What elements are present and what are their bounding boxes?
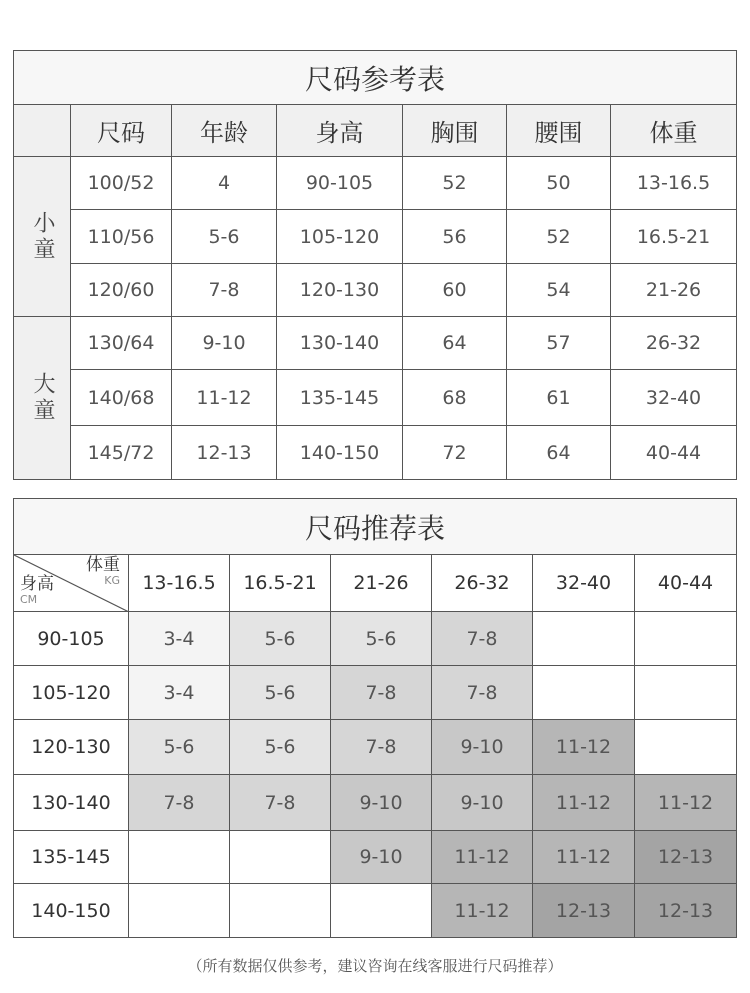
reference-cell: 140/68 — [71, 370, 172, 426]
recommend-row — [14, 666, 737, 720]
recommended-size-cell: 3-4 — [129, 612, 230, 666]
recommended-size-cell: 7-8 — [432, 612, 533, 666]
reference-header-height: 身高 — [277, 105, 403, 157]
reference-cell: 90-105 — [277, 157, 403, 210]
reference-cell: 130/64 — [71, 317, 172, 370]
recommended-size-cell: 7-8 — [230, 775, 331, 831]
corner-weight-label: 体重 KG — [86, 555, 120, 587]
recommended-size-cell — [635, 720, 737, 775]
reference-cell: 11-12 — [172, 370, 277, 426]
size-reference-table — [13, 50, 737, 480]
recommended-size-cell: 5-6 — [230, 612, 331, 666]
reference-cell: 50 — [507, 157, 611, 210]
reference-cell: 64 — [403, 317, 507, 370]
recommended-size-cell: 9-10 — [432, 720, 533, 775]
reference-cell: 52 — [507, 210, 611, 264]
recommended-size-cell: 11-12 — [432, 884, 533, 938]
reference-cell: 110/56 — [71, 210, 172, 264]
reference-header-chest: 胸围 — [403, 105, 507, 157]
height-range-label: 140-150 — [14, 884, 129, 938]
reference-row — [14, 317, 737, 370]
reference-cell: 52 — [403, 157, 507, 210]
recommended-size-cell: 7-8 — [331, 720, 432, 775]
recommended-size-cell: 7-8 — [331, 666, 432, 720]
weight-header: 32-40 — [533, 555, 635, 612]
recommended-size-cell: 11-12 — [533, 831, 635, 884]
reference-cell: 56 — [403, 210, 507, 264]
recommended-size-cell: 12-13 — [635, 831, 737, 884]
reference-cell: 4 — [172, 157, 277, 210]
corner-height-label: 身高 CM — [20, 574, 54, 606]
height-range-label: 130-140 — [14, 775, 129, 831]
recommended-size-cell — [533, 666, 635, 720]
recommend-corner-cell — [14, 555, 129, 612]
reference-group-label: 小童 — [14, 157, 71, 317]
reference-cell: 21-26 — [611, 264, 737, 317]
reference-header-blank — [14, 105, 71, 157]
recommend-row — [14, 831, 737, 884]
height-range-label: 120-130 — [14, 720, 129, 775]
footnote: （所有数据仅供参考，建议咨询在线客服进行尺码推荐） — [187, 957, 563, 975]
reference-header-age: 年龄 — [172, 105, 277, 157]
recommended-size-cell: 7-8 — [432, 666, 533, 720]
recommended-size-cell: 9-10 — [331, 831, 432, 884]
recommended-size-cell: 9-10 — [331, 775, 432, 831]
recommended-size-cell: 5-6 — [129, 720, 230, 775]
recommended-size-cell — [230, 831, 331, 884]
recommended-size-cell — [129, 831, 230, 884]
reference-cell: 105-120 — [277, 210, 403, 264]
recommended-size-cell: 11-12 — [533, 775, 635, 831]
recommended-size-cell: 5-6 — [230, 666, 331, 720]
weight-header: 21-26 — [331, 555, 432, 612]
reference-cell: 12-13 — [172, 426, 277, 480]
reference-group-label: 大童 — [14, 317, 71, 480]
recommended-size-cell — [533, 612, 635, 666]
reference-row — [14, 370, 737, 426]
recommended-size-cell — [129, 884, 230, 938]
recommended-size-cell — [230, 884, 331, 938]
reference-cell: 72 — [403, 426, 507, 480]
recommended-size-cell: 12-13 — [635, 884, 737, 938]
recommended-size-cell: 5-6 — [331, 612, 432, 666]
reference-cell: 145/72 — [71, 426, 172, 480]
reference-cell: 130-140 — [277, 317, 403, 370]
reference-cell: 57 — [507, 317, 611, 370]
recommended-size-cell — [635, 612, 737, 666]
reference-row — [14, 426, 737, 480]
reference-cell: 140-150 — [277, 426, 403, 480]
recommend-table-title: 尺码推荐表 — [14, 499, 737, 555]
reference-cell: 135-145 — [277, 370, 403, 426]
height-range-label: 105-120 — [14, 666, 129, 720]
recommended-size-cell — [635, 666, 737, 720]
recommended-size-cell: 7-8 — [129, 775, 230, 831]
reference-cell: 7-8 — [172, 264, 277, 317]
recommended-size-cell: 11-12 — [533, 720, 635, 775]
reference-cell: 64 — [507, 426, 611, 480]
recommended-size-cell: 11-12 — [635, 775, 737, 831]
reference-cell: 100/52 — [71, 157, 172, 210]
reference-cell: 68 — [403, 370, 507, 426]
reference-cell: 9-10 — [172, 317, 277, 370]
reference-header-weight: 体重 — [611, 105, 737, 157]
weight-header: 26-32 — [432, 555, 533, 612]
reference-cell: 40-44 — [611, 426, 737, 480]
recommend-row — [14, 720, 737, 775]
reference-table-title: 尺码参考表 — [14, 51, 737, 105]
reference-row — [14, 157, 737, 210]
recommended-size-cell — [331, 884, 432, 938]
recommended-size-cell: 3-4 — [129, 666, 230, 720]
reference-cell: 32-40 — [611, 370, 737, 426]
recommended-size-cell: 11-12 — [432, 831, 533, 884]
recommend-row — [14, 884, 737, 938]
reference-cell: 60 — [403, 264, 507, 317]
reference-row — [14, 264, 737, 317]
reference-cell: 5-6 — [172, 210, 277, 264]
recommended-size-cell: 9-10 — [432, 775, 533, 831]
reference-header-size: 尺码 — [71, 105, 172, 157]
reference-cell: 120-130 — [277, 264, 403, 317]
recommended-size-cell: 12-13 — [533, 884, 635, 938]
height-range-label: 90-105 — [14, 612, 129, 666]
reference-cell: 16.5-21 — [611, 210, 737, 264]
weight-header: 40-44 — [635, 555, 737, 612]
reference-cell: 120/60 — [71, 264, 172, 317]
weight-header: 16.5-21 — [230, 555, 331, 612]
size-recommend-table — [13, 498, 737, 938]
reference-row — [14, 210, 737, 264]
reference-cell: 13-16.5 — [611, 157, 737, 210]
reference-header-waist: 腰围 — [507, 105, 611, 157]
reference-cell: 61 — [507, 370, 611, 426]
weight-header: 13-16.5 — [129, 555, 230, 612]
recommended-size-cell: 5-6 — [230, 720, 331, 775]
recommend-row — [14, 612, 737, 666]
height-range-label: 135-145 — [14, 831, 129, 884]
recommend-row — [14, 775, 737, 831]
reference-cell: 54 — [507, 264, 611, 317]
reference-cell: 26-32 — [611, 317, 737, 370]
